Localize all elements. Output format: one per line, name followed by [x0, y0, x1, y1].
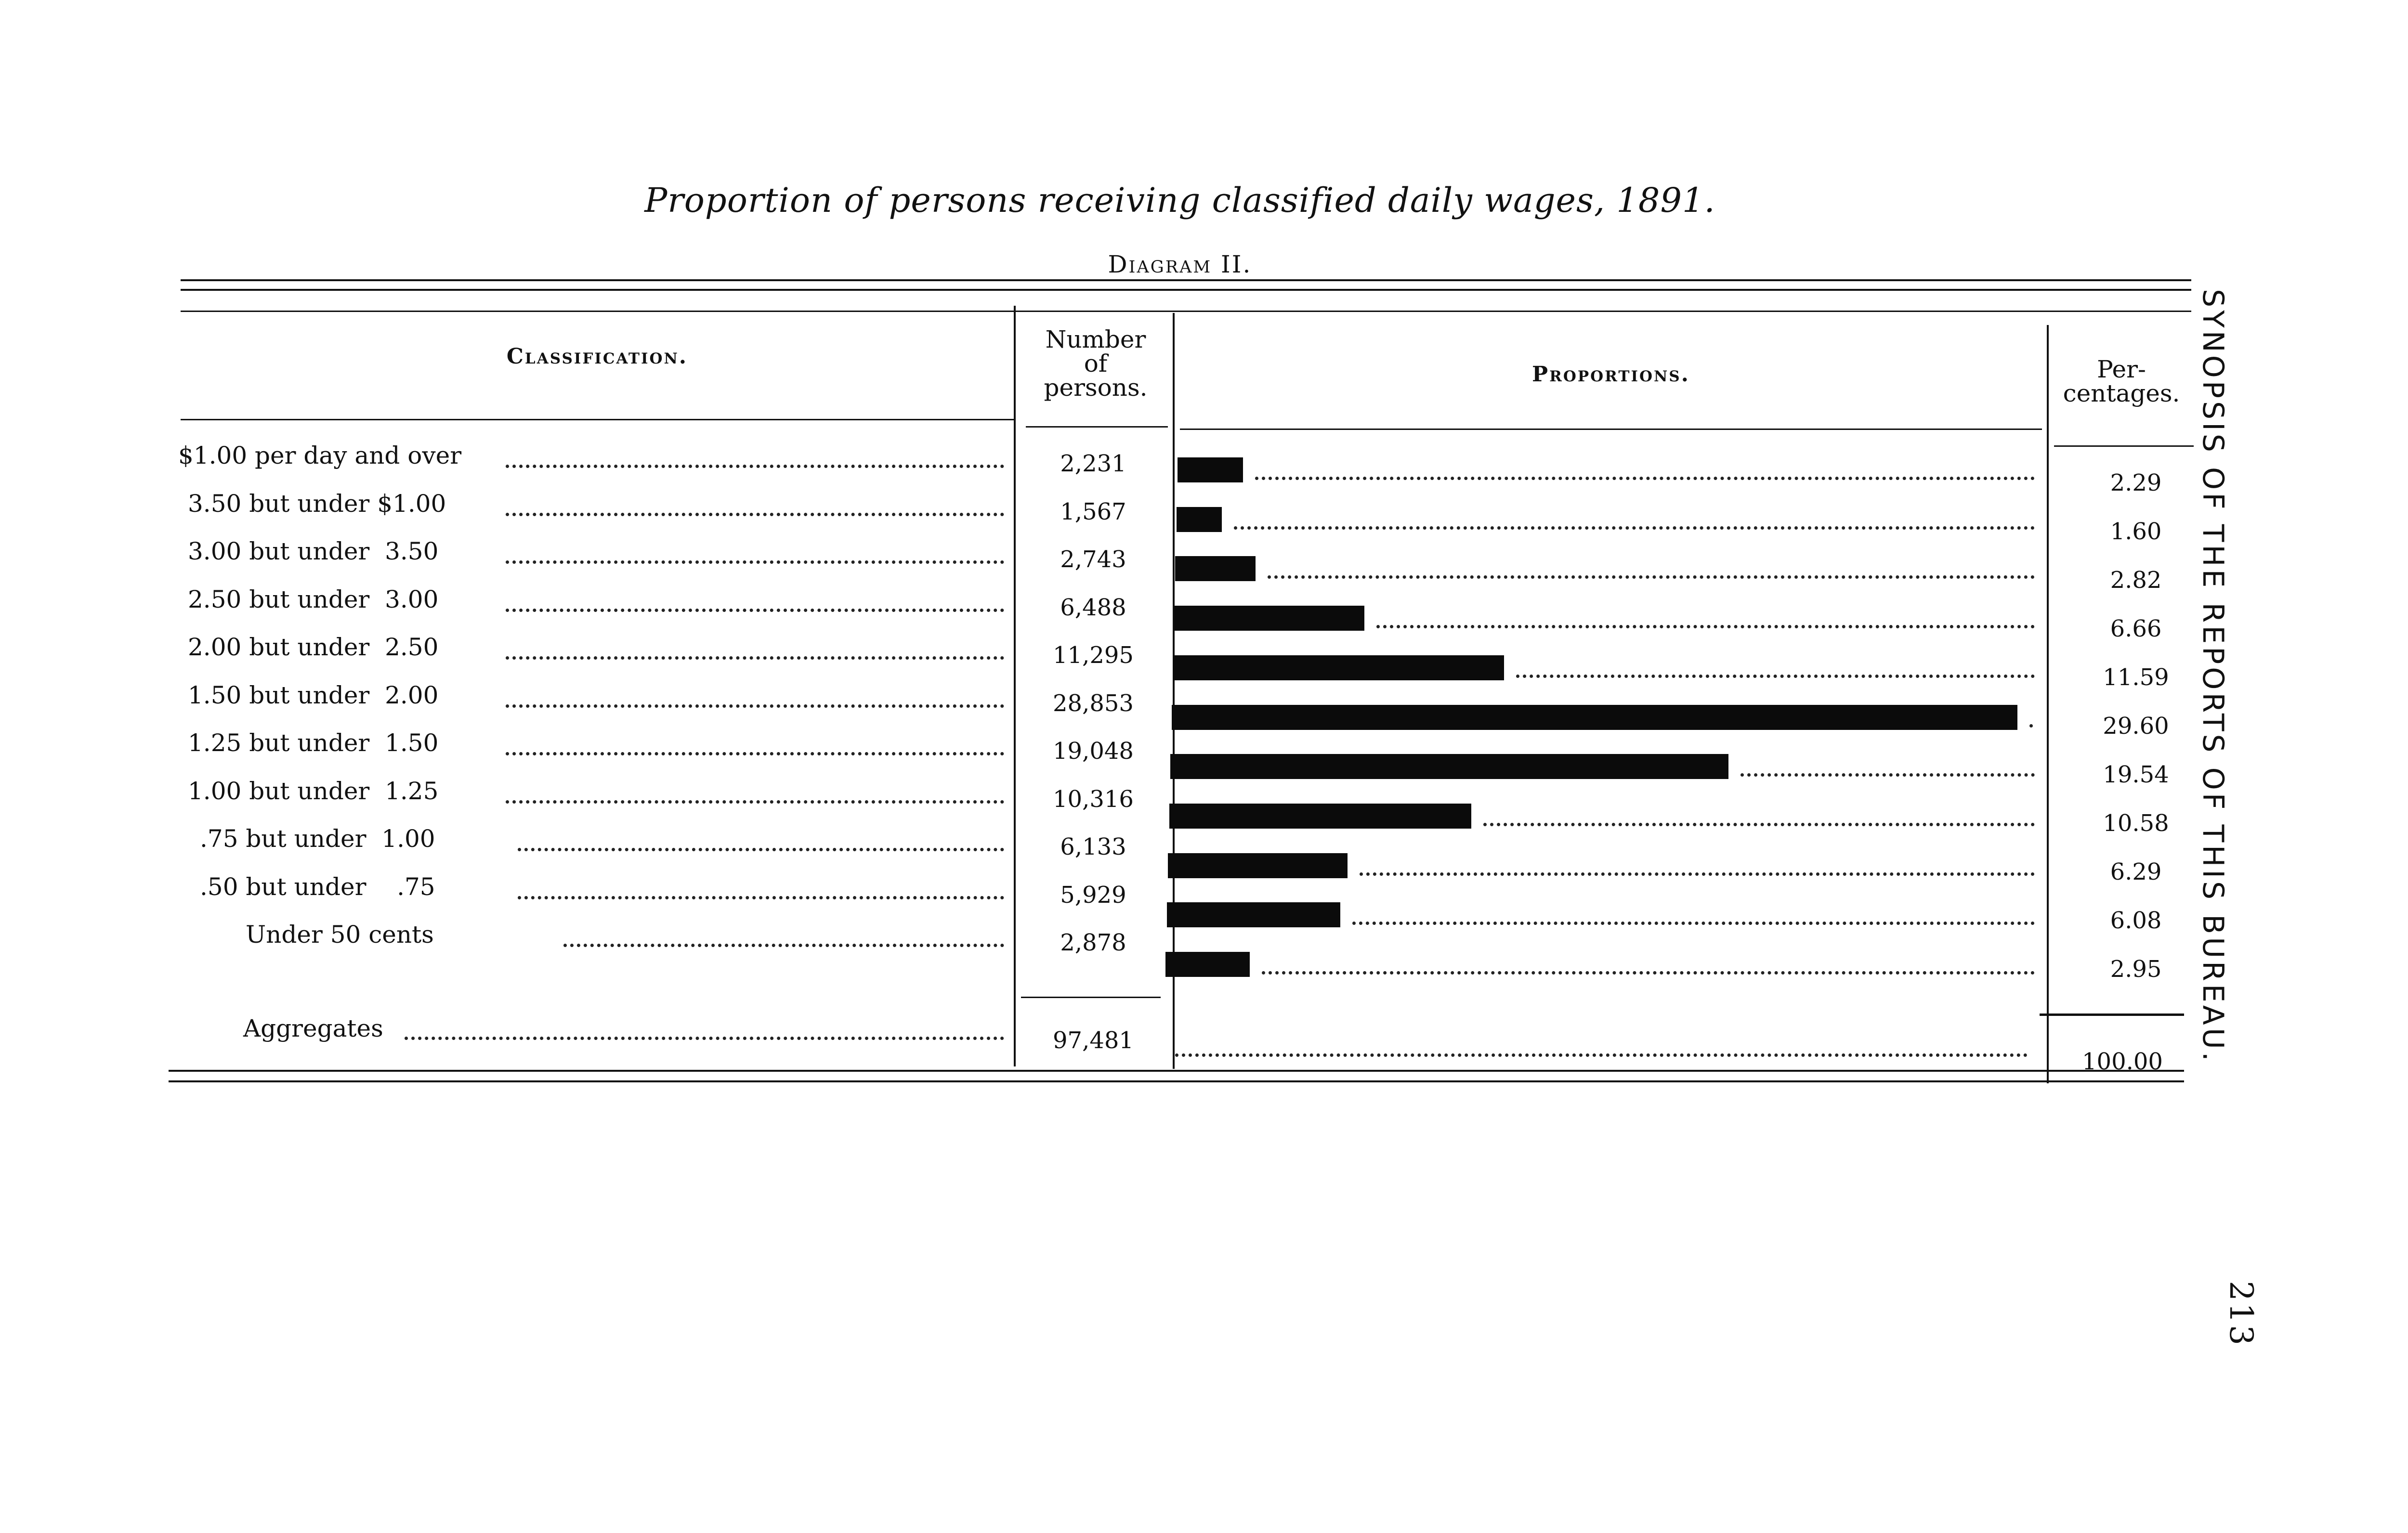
row-percentage: 2.95	[2110, 956, 2162, 983]
chart-title: Proportion of persons receiving classified daily wages, 1891.	[644, 181, 1715, 220]
top-rule-1	[181, 279, 2191, 281]
row-number: 2,743	[1060, 546, 1126, 573]
row-label: $1.00 per day and over	[178, 442, 462, 469]
row-label: 2.00 but under 2.50	[188, 633, 439, 661]
bottom-rule-2	[169, 1080, 2184, 1082]
number-header	[1019, 327, 1173, 400]
proportion-leader	[1268, 575, 2035, 579]
proportion-leader	[1352, 922, 2035, 925]
percentages-header	[2049, 357, 2194, 405]
number-total-rule	[1021, 997, 1161, 998]
row-percentage: 6.66	[2110, 615, 2162, 642]
row-label-leader	[506, 704, 1004, 708]
proportion-bar	[1177, 507, 1222, 532]
bottom-rule-1	[169, 1070, 2184, 1072]
aggregate-number: 97,481	[1053, 1027, 1134, 1054]
classification-head-rule	[181, 419, 1014, 420]
top-rule-2	[181, 289, 2191, 291]
header-rule	[181, 311, 2191, 312]
row-number: 2,231	[1060, 450, 1126, 477]
proportion-bar	[1167, 902, 1341, 927]
classification-header: Classification.	[506, 344, 688, 369]
number-header-line-3: persons.	[1044, 374, 1148, 402]
row-percentage: 1.60	[2110, 518, 2162, 545]
row-label: 1.50 but under 2.00	[188, 681, 439, 709]
row-label-leader	[506, 513, 1004, 516]
row-label-leader	[506, 800, 1004, 804]
aggregate-leader	[405, 1037, 1004, 1040]
row-number: 28,853	[1053, 689, 1134, 717]
proportion-leader	[1234, 526, 2035, 530]
row-label-leader	[506, 465, 1004, 468]
row-label-leader	[563, 944, 1004, 947]
proportion-bar	[1165, 952, 1250, 977]
row-label: 1.00 but under 1.25	[188, 777, 439, 805]
row-label: 3.00 but under 3.50	[188, 537, 439, 565]
row-label-leader	[506, 752, 1004, 755]
row-percentage: 6.29	[2110, 858, 2162, 885]
row-label-leader	[506, 656, 1004, 660]
proportion-leader	[1741, 773, 2035, 777]
row-percentage: 11.59	[2103, 664, 2169, 691]
proportion-bar	[1175, 556, 1256, 581]
row-label: .75 but under 1.00	[200, 825, 435, 853]
row-number: 5,929	[1060, 881, 1126, 909]
row-percentage: 2.82	[2110, 567, 2162, 594]
proportion-leader	[1376, 625, 2035, 628]
side-heading: SYNOPSIS OF THE REPORTS OF THIS BUREAU.	[2196, 289, 2230, 1064]
proportion-bar	[1173, 655, 1504, 680]
row-label: .50 but under .75	[200, 872, 435, 901]
row-label: 3.50 but under $1.00	[188, 489, 446, 518]
row-label-leader	[506, 560, 1004, 564]
proportion-bar	[1170, 754, 1728, 779]
proportion-leader	[1255, 477, 2035, 480]
diagram-label: Diagram II.	[1108, 250, 1252, 278]
row-label-leader	[506, 609, 1004, 612]
row-label: Under 50 cents	[246, 921, 434, 948]
proportion-leader	[1360, 872, 2035, 876]
percentages-header-line-1: Per-	[2097, 355, 2146, 383]
proportion-bar	[1169, 804, 1472, 829]
row-label-leader	[518, 848, 1004, 851]
row-percentage: 2.29	[2110, 469, 2162, 496]
col-sep-1	[1014, 306, 1016, 1066]
row-label-leader	[518, 896, 1004, 899]
side-heading-wrap	[2196, 289, 2254, 1228]
row-percentage: 10.58	[2103, 810, 2169, 837]
proportion-leader	[2029, 724, 2035, 728]
proportion-leader	[1262, 971, 2035, 974]
aggregate-label: Aggregates	[243, 1014, 383, 1042]
row-percentage: 6.08	[2110, 907, 2162, 934]
aggregate-percentage: 100.00	[2082, 1048, 2163, 1075]
proportion-bar	[1178, 457, 1243, 482]
proportion-bar	[1172, 705, 2017, 730]
row-percentage: 19.54	[2103, 761, 2169, 788]
number-head-rule	[1026, 426, 1168, 428]
row-number: 2,878	[1060, 929, 1126, 956]
row-label: 2.50 but under 3.00	[188, 585, 439, 613]
proportion-leader	[1516, 675, 2035, 678]
proportion-bar	[1168, 853, 1348, 878]
row-number: 19,048	[1053, 738, 1134, 765]
number-header-line-2: of	[1084, 350, 1108, 377]
proportions-header: Proportions.	[1532, 362, 1690, 387]
page-number: 213	[2223, 1281, 2260, 1347]
row-number: 6,133	[1060, 833, 1126, 860]
aggregate-bar-leader	[1175, 1053, 2028, 1057]
row-number: 6,488	[1060, 594, 1126, 621]
row-percentage: 29.60	[2103, 713, 2169, 740]
col-sep-3	[2047, 325, 2049, 1083]
percentages-head-rule	[2054, 445, 2194, 447]
row-label: 1.25 but under 1.50	[188, 729, 439, 757]
proportion-bar	[1174, 606, 1364, 631]
proportions-head-rule	[1180, 429, 2042, 430]
row-number: 11,295	[1053, 642, 1134, 669]
number-header-line-1: Number	[1045, 325, 1146, 353]
row-number: 1,567	[1060, 498, 1126, 525]
percentages-header-line-2: centages.	[2063, 379, 2180, 407]
row-number: 10,316	[1053, 785, 1134, 813]
proportion-leader	[1483, 823, 2035, 826]
percent-total-rule	[2040, 1013, 2184, 1016]
